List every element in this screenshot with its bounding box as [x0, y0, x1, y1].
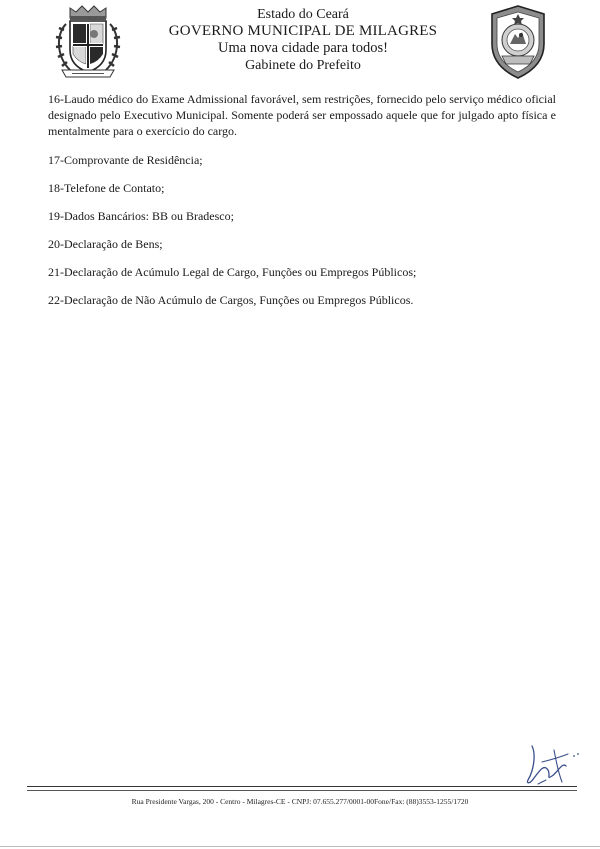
- document-body: [48, 91, 556, 320]
- cabinet-name: Gabinete do Prefeito: [245, 58, 361, 73]
- list-item: 16-Laudo médico do Exame Admissional favorável, sem restrições, fornecido pelo serviço médico oficial designado pelo Executivo Municipal. Somente poderá ser empossado aquele que for julgado apto física e mentalmente para o exercício do cargo.: [48, 92, 556, 138]
- list-item: 20-Declaração de Bens;: [48, 237, 163, 251]
- ceara-state-seal-icon: [488, 4, 548, 80]
- slogan: Uma nova cidade para todos!: [218, 40, 388, 56]
- handwritten-signature-icon: [518, 740, 582, 788]
- list-item: 21-Declaração de Acúmulo Legal de Cargo, Funções ou Empregos Públicos;: [48, 265, 417, 279]
- footer-divider: [27, 786, 577, 787]
- letterhead-text: [140, 6, 466, 74]
- footer-divider-thin: [27, 790, 577, 791]
- government-name: GOVERNO MUNICIPAL DE MILAGRES: [168, 23, 438, 39]
- milagres-coat-of-arms-icon: [48, 4, 128, 80]
- list-item: 22-Declaração de Não Acúmulo de Cargos, Funções ou Empregos Públicos.: [48, 293, 414, 307]
- list-item: 19-Dados Bancários: BB ou Bradesco;: [48, 209, 234, 223]
- state-name: Estado do Ceará: [257, 7, 349, 22]
- page-edge: [0, 846, 600, 847]
- list-item: 17-Comprovante de Residência;: [48, 153, 203, 167]
- footer-address: Rua Presidente Vargas, 200 - Centro - Milagres-CE - CNPJ: 07.655.277/0001-00Fone/Fax: (88)3553-1255/1720: [131, 797, 469, 806]
- letterhead: [0, 0, 600, 86]
- list-item: 18-Telefone de Contato;: [48, 181, 165, 195]
